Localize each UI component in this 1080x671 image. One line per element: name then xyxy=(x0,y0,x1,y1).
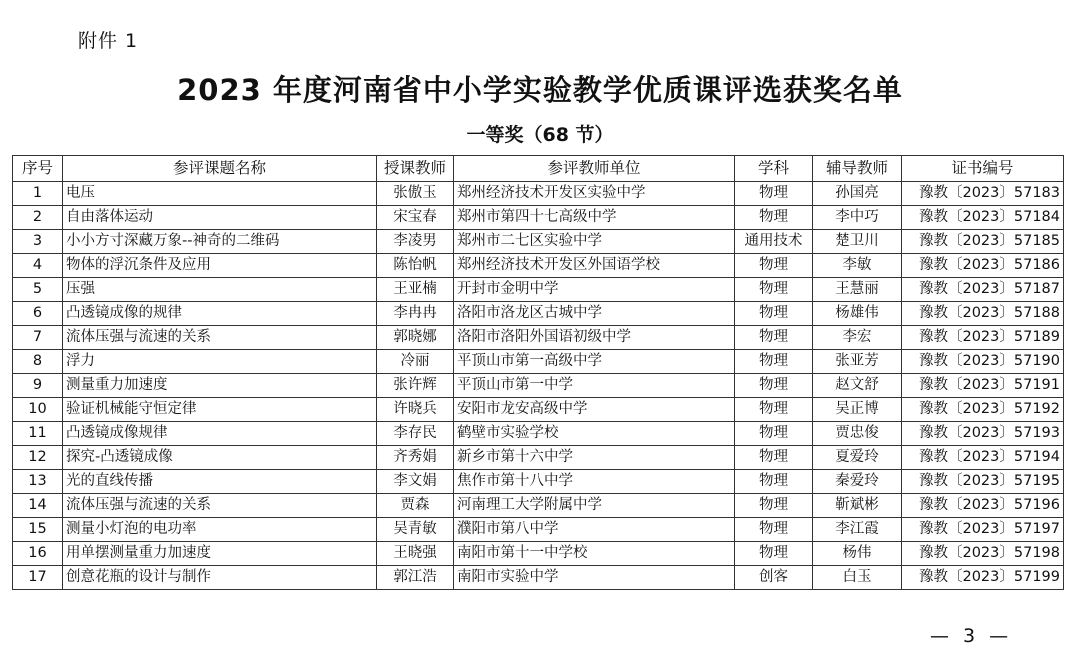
table-row xyxy=(13,494,1064,518)
cell-subject: 物理 xyxy=(735,494,813,518)
cell-cert: 豫教〔2023〕57190 xyxy=(902,350,1064,374)
cell-topic: 创意花瓶的设计与制作 xyxy=(63,566,377,590)
header-topic: 参评课题名称 xyxy=(63,156,377,182)
cell-tutor: 李敏 xyxy=(813,254,902,278)
header-teacher: 授课教师 xyxy=(377,156,454,182)
cell-topic: 光的直线传播 xyxy=(63,470,377,494)
attachment-label: 附件 1 xyxy=(78,30,139,52)
cell-subject: 物理 xyxy=(735,206,813,230)
cell-unit: 焦作市第十八中学 xyxy=(454,470,735,494)
cell-tutor: 李江霞 xyxy=(813,518,902,542)
cell-cert: 豫教〔2023〕57191 xyxy=(902,374,1064,398)
cell-no: 17 xyxy=(13,566,63,590)
cell-teacher: 吴青敏 xyxy=(377,518,454,542)
cell-subject: 物理 xyxy=(735,542,813,566)
table-row xyxy=(13,446,1064,470)
header-subject: 学科 xyxy=(735,156,813,182)
cell-tutor: 白玉 xyxy=(813,566,902,590)
cell-subject: 创客 xyxy=(735,566,813,590)
cell-tutor: 秦爱玲 xyxy=(813,470,902,494)
table-body xyxy=(13,182,1064,590)
table-header-row xyxy=(13,156,1064,182)
cell-teacher: 陈怡帆 xyxy=(377,254,454,278)
cell-cert: 豫教〔2023〕57196 xyxy=(902,494,1064,518)
cell-tutor: 赵文舒 xyxy=(813,374,902,398)
cell-tutor: 夏爱玲 xyxy=(813,446,902,470)
table-row xyxy=(13,542,1064,566)
header-unit: 参评教师单位 xyxy=(454,156,735,182)
cell-teacher: 齐秀娟 xyxy=(377,446,454,470)
header-no: 序号 xyxy=(13,156,63,182)
cell-teacher: 李文娟 xyxy=(377,470,454,494)
cell-topic: 流体压强与流速的关系 xyxy=(63,326,377,350)
cell-cert: 豫教〔2023〕57186 xyxy=(902,254,1064,278)
cell-unit: 开封市金明中学 xyxy=(454,278,735,302)
cell-cert: 豫教〔2023〕57197 xyxy=(902,518,1064,542)
cell-no: 14 xyxy=(13,494,63,518)
cell-no: 8 xyxy=(13,350,63,374)
cell-cert: 豫教〔2023〕57187 xyxy=(902,278,1064,302)
table-row xyxy=(13,230,1064,254)
cell-no: 11 xyxy=(13,422,63,446)
cell-no: 10 xyxy=(13,398,63,422)
cell-tutor: 杨伟 xyxy=(813,542,902,566)
cell-subject: 通用技术 xyxy=(735,230,813,254)
cell-subject: 物理 xyxy=(735,398,813,422)
table-row xyxy=(13,422,1064,446)
cell-subject: 物理 xyxy=(735,470,813,494)
cell-cert: 豫教〔2023〕57185 xyxy=(902,230,1064,254)
cell-subject: 物理 xyxy=(735,254,813,278)
cell-teacher: 李冉冉 xyxy=(377,302,454,326)
cell-subject: 物理 xyxy=(735,326,813,350)
cell-teacher: 许晓兵 xyxy=(377,398,454,422)
cell-tutor: 吴正博 xyxy=(813,398,902,422)
cell-subject: 物理 xyxy=(735,182,813,206)
table-row xyxy=(13,206,1064,230)
cell-tutor: 张亚芳 xyxy=(813,350,902,374)
cell-topic: 测量小灯泡的电功率 xyxy=(63,518,377,542)
cell-unit: 河南理工大学附属中学 xyxy=(454,494,735,518)
table-row xyxy=(13,350,1064,374)
cell-teacher: 贾森 xyxy=(377,494,454,518)
cell-topic: 验证机械能守恒定律 xyxy=(63,398,377,422)
cell-teacher: 郭江浩 xyxy=(377,566,454,590)
cell-cert: 豫教〔2023〕57193 xyxy=(902,422,1064,446)
cell-teacher: 冷丽 xyxy=(377,350,454,374)
cell-unit: 郑州经济技术开发区外国语学校 xyxy=(454,254,735,278)
cell-cert: 豫教〔2023〕57184 xyxy=(902,206,1064,230)
cell-unit: 南阳市第十一中学校 xyxy=(454,542,735,566)
cell-teacher: 李存民 xyxy=(377,422,454,446)
cell-teacher: 王晓强 xyxy=(377,542,454,566)
cell-unit: 鹤壁市实验学校 xyxy=(454,422,735,446)
cell-no: 4 xyxy=(13,254,63,278)
cell-topic: 测量重力加速度 xyxy=(63,374,377,398)
cell-topic: 探究-凸透镜成像 xyxy=(63,446,377,470)
cell-unit: 新乡市第十六中学 xyxy=(454,446,735,470)
cell-topic: 凸透镜成像规律 xyxy=(63,422,377,446)
document-title: 2023 年度河南省中小学实验教学优质课评选获奖名单 xyxy=(177,73,903,107)
table-row xyxy=(13,566,1064,590)
cell-teacher: 张许辉 xyxy=(377,374,454,398)
cell-teacher: 李凌男 xyxy=(377,230,454,254)
cell-topic: 物体的浮沉条件及应用 xyxy=(63,254,377,278)
cell-unit: 平顶山市第一高级中学 xyxy=(454,350,735,374)
cell-tutor: 孙国亮 xyxy=(813,182,902,206)
cell-teacher: 王亚楠 xyxy=(377,278,454,302)
cell-unit: 郑州市第四十七高级中学 xyxy=(454,206,735,230)
cell-subject: 物理 xyxy=(735,278,813,302)
cell-tutor: 贾忠俊 xyxy=(813,422,902,446)
cell-unit: 洛阳市洛龙区古城中学 xyxy=(454,302,735,326)
cell-tutor: 李中巧 xyxy=(813,206,902,230)
cell-no: 5 xyxy=(13,278,63,302)
cell-topic: 流体压强与流速的关系 xyxy=(63,494,377,518)
table-row xyxy=(13,326,1064,350)
cell-cert: 豫教〔2023〕57199 xyxy=(902,566,1064,590)
cell-topic: 小小方寸深藏万象--神奇的二维码 xyxy=(63,230,377,254)
cell-topic: 压强 xyxy=(63,278,377,302)
cell-unit: 郑州经济技术开发区实验中学 xyxy=(454,182,735,206)
cell-subject: 物理 xyxy=(735,446,813,470)
cell-cert: 豫教〔2023〕57194 xyxy=(902,446,1064,470)
cell-subject: 物理 xyxy=(735,422,813,446)
cell-no: 7 xyxy=(13,326,63,350)
cell-cert: 豫教〔2023〕57198 xyxy=(902,542,1064,566)
cell-no: 2 xyxy=(13,206,63,230)
cell-cert: 豫教〔2023〕57183 xyxy=(902,182,1064,206)
cell-no: 6 xyxy=(13,302,63,326)
cell-topic: 电压 xyxy=(63,182,377,206)
table-row xyxy=(13,182,1064,206)
awards-table xyxy=(12,155,1064,590)
cell-no: 16 xyxy=(13,542,63,566)
cell-tutor: 李宏 xyxy=(813,326,902,350)
cell-unit: 南阳市实验中学 xyxy=(454,566,735,590)
table-row xyxy=(13,302,1064,326)
cell-cert: 豫教〔2023〕57188 xyxy=(902,302,1064,326)
cell-no: 12 xyxy=(13,446,63,470)
table-row xyxy=(13,374,1064,398)
cell-unit: 郑州市二七区实验中学 xyxy=(454,230,735,254)
cell-no: 13 xyxy=(13,470,63,494)
cell-subject: 物理 xyxy=(735,302,813,326)
cell-subject: 物理 xyxy=(735,518,813,542)
cell-no: 1 xyxy=(13,182,63,206)
table-row xyxy=(13,254,1064,278)
header-tutor: 辅导教师 xyxy=(813,156,902,182)
cell-cert: 豫教〔2023〕57192 xyxy=(902,398,1064,422)
cell-teacher: 张傲玉 xyxy=(377,182,454,206)
cell-unit: 濮阳市第八中学 xyxy=(454,518,735,542)
cell-subject: 物理 xyxy=(735,374,813,398)
page-number: — 3 — xyxy=(930,625,1013,647)
cell-topic: 用单摆测量重力加速度 xyxy=(63,542,377,566)
table-row xyxy=(13,398,1064,422)
cell-cert: 豫教〔2023〕57195 xyxy=(902,470,1064,494)
cell-teacher: 宋宝春 xyxy=(377,206,454,230)
cell-tutor: 王慧丽 xyxy=(813,278,902,302)
cell-no: 9 xyxy=(13,374,63,398)
prize-heading: 一等奖（68 节） xyxy=(466,124,614,146)
cell-tutor: 靳斌彬 xyxy=(813,494,902,518)
cell-unit: 平顶山市第一中学 xyxy=(454,374,735,398)
cell-cert: 豫教〔2023〕57189 xyxy=(902,326,1064,350)
table-row xyxy=(13,278,1064,302)
cell-topic: 自由落体运动 xyxy=(63,206,377,230)
table-row xyxy=(13,470,1064,494)
table-row xyxy=(13,518,1064,542)
header-cert: 证书编号 xyxy=(902,156,1064,182)
cell-tutor: 杨雄伟 xyxy=(813,302,902,326)
cell-teacher: 郭晓娜 xyxy=(377,326,454,350)
cell-topic: 浮力 xyxy=(63,350,377,374)
cell-no: 15 xyxy=(13,518,63,542)
cell-topic: 凸透镜成像的规律 xyxy=(63,302,377,326)
cell-tutor: 楚卫川 xyxy=(813,230,902,254)
cell-subject: 物理 xyxy=(735,350,813,374)
cell-unit: 洛阳市洛阳外国语初级中学 xyxy=(454,326,735,350)
cell-unit: 安阳市龙安高级中学 xyxy=(454,398,735,422)
cell-no: 3 xyxy=(13,230,63,254)
